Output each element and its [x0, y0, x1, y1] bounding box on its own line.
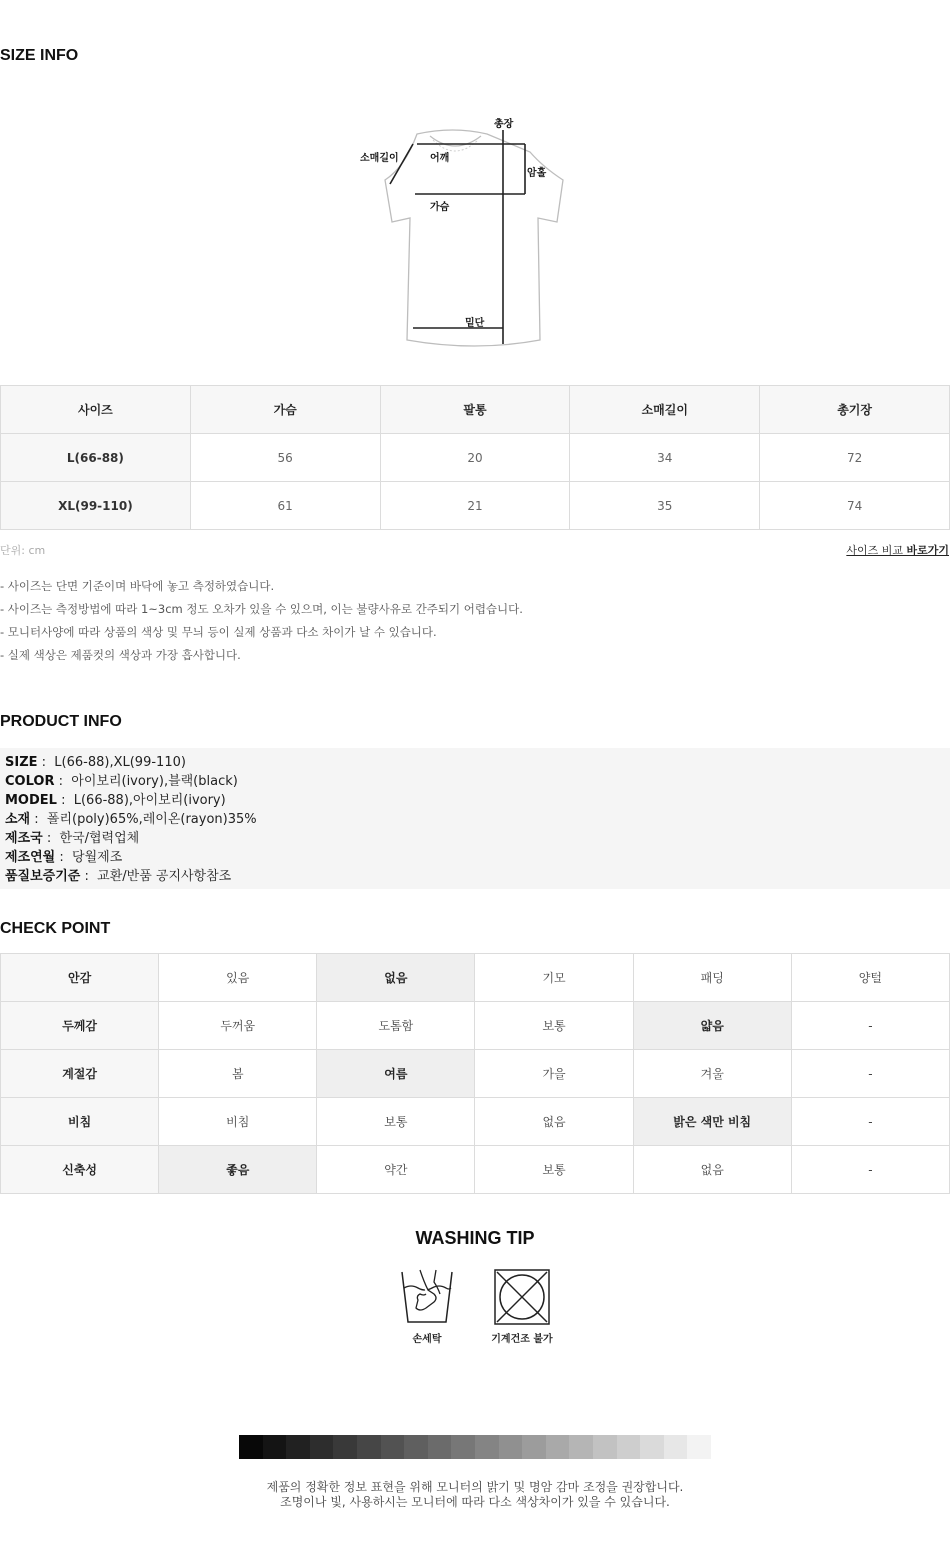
compare-prefix: 사이즈 비교	[846, 544, 903, 557]
check-option-selected: 얇음	[633, 1002, 791, 1050]
size-table-header: 소매길이	[570, 386, 760, 434]
check-row-label: 계절감	[1, 1050, 159, 1098]
product-info-box	[0, 748, 950, 889]
hand-wash-icon	[398, 1268, 456, 1328]
product-info-row: COLOR : 아이보리(ivory),블랙(black)	[5, 774, 238, 789]
gray-swatch	[451, 1435, 475, 1459]
check-option: 봄	[159, 1050, 317, 1098]
product-info-value: 한국/협력업체	[59, 831, 140, 846]
size-table-header: 총기장	[760, 386, 950, 434]
check-row-label: 비침	[1, 1098, 159, 1146]
gray-swatch	[617, 1435, 641, 1459]
check-option: 두꺼움	[159, 1002, 317, 1050]
check-option: 보통	[475, 1002, 633, 1050]
product-info-value: L(66-88),XL(99-110)	[54, 755, 186, 770]
gray-swatch	[522, 1435, 546, 1459]
size-table	[0, 385, 950, 530]
gray-swatch	[286, 1435, 310, 1459]
product-info-row: 제조국 : 한국/협력업체	[5, 831, 140, 846]
check-option: 약간	[317, 1146, 475, 1194]
hand-wash-label: 손세탁	[412, 1334, 442, 1345]
label-total-length: 총장	[494, 119, 514, 130]
product-info-row: 제조연월 : 당월제조	[5, 850, 123, 865]
label-armhole: 암홀	[527, 168, 547, 179]
size-table-header: 가슴	[190, 386, 380, 434]
size-cell: 56	[190, 434, 380, 482]
check-option: 기모	[475, 954, 633, 1002]
product-info-value: 폴리(poly)65%,레이온(rayon)35%	[46, 812, 257, 827]
check-option: -	[791, 1146, 949, 1194]
gray-swatch	[664, 1435, 688, 1459]
size-label: L(66-88)	[1, 434, 191, 482]
size-cell: 72	[760, 434, 950, 482]
size-cell: 21	[380, 482, 570, 530]
gray-swatch	[263, 1435, 287, 1459]
size-compare-link[interactable]	[846, 542, 949, 558]
check-option: 패딩	[633, 954, 791, 1002]
tshirt-size-diagram	[355, 112, 570, 357]
gray-swatch	[499, 1435, 523, 1459]
label-chest: 가슴	[430, 202, 450, 213]
washing-tip-title: WASHING TIP	[415, 1228, 535, 1248]
product-info-key: SIZE	[5, 755, 38, 770]
check-option: 가을	[475, 1050, 633, 1098]
footer-line: 제품의 정확한 정보 표현을 위해 모니터의 밝기 및 명암 감마 조정을 권장합니다.	[266, 1480, 684, 1494]
product-info-row: SIZE : L(66-88),XL(99-110)	[5, 755, 186, 770]
note-line: - 모니터사양에 따라 상품의 색상 및 무늬 등이 실제 상품과 다소 차이가 날 수 있습니다.	[0, 625, 437, 639]
check-option: 없음	[475, 1098, 633, 1146]
check-option: 도톰함	[317, 1002, 475, 1050]
footer-notice	[0, 1480, 950, 1510]
label-hem: 밑단	[465, 318, 485, 329]
table-row	[1, 482, 950, 530]
gray-swatch	[239, 1435, 263, 1459]
check-option-selected: 좋음	[159, 1146, 317, 1194]
product-info-row: MODEL : L(66-88),아이보리(ivory)	[5, 793, 226, 808]
gray-swatch	[428, 1435, 452, 1459]
note-line: - 사이즈는 측정방법에 따라 1~3cm 정도 오차가 있을 수 있으며, 이는 불량사유로 간주되기 어렵습니다.	[0, 602, 523, 616]
check-option: -	[791, 1002, 949, 1050]
check-option-selected: 여름	[317, 1050, 475, 1098]
table-row	[1, 1002, 950, 1050]
product-info-row: 소재 : 폴리(poly)65%,레이온(rayon)35%	[5, 812, 257, 827]
product-info-key: COLOR	[5, 774, 55, 789]
product-info-value: 당월제조	[72, 850, 123, 865]
gray-swatch	[475, 1435, 499, 1459]
table-row	[1, 954, 950, 1002]
size-info-title: SIZE INFO	[0, 47, 79, 64]
product-info-key: MODEL	[5, 793, 57, 808]
size-table-header-row	[1, 386, 950, 434]
gray-swatch	[546, 1435, 570, 1459]
product-info-key: 제조연월	[5, 850, 56, 865]
product-info-key: 소재	[5, 812, 31, 827]
check-point-title: CHECK POINT	[0, 920, 111, 937]
gray-swatch	[333, 1435, 357, 1459]
no-tumble-dry-label: 기계건조 불가	[491, 1334, 553, 1345]
size-cell: 74	[760, 482, 950, 530]
size-notes	[0, 575, 523, 667]
check-point-table	[0, 953, 950, 1194]
check-row-label: 신축성	[1, 1146, 159, 1194]
check-option-selected: 없음	[317, 954, 475, 1002]
check-row-label: 두께감	[1, 1002, 159, 1050]
label-shoulder: 어깨	[430, 153, 450, 164]
note-line: - 실제 색상은 제품컷의 색상과 가장 흡사합니다.	[0, 648, 241, 662]
check-row-label: 안감	[1, 954, 159, 1002]
label-sleeve-length: 소매길이	[360, 153, 399, 164]
table-row	[1, 434, 950, 482]
check-option: 없음	[633, 1146, 791, 1194]
check-option: 있음	[159, 954, 317, 1002]
gray-swatch	[404, 1435, 428, 1459]
check-option: 보통	[317, 1098, 475, 1146]
note-line: - 사이즈는 단면 기준이며 바닥에 놓고 측정하였습니다.	[0, 579, 275, 593]
check-option: 겨울	[633, 1050, 791, 1098]
size-cell: 35	[570, 482, 760, 530]
gray-swatch	[310, 1435, 334, 1459]
size-table-header: 팔통	[380, 386, 570, 434]
check-option: -	[791, 1050, 949, 1098]
product-info-value: 아이보리(ivory),블랙(black)	[71, 774, 238, 789]
size-cell: 61	[190, 482, 380, 530]
product-info-value: 교환/반품 공지사항참조	[97, 869, 232, 884]
check-option: 보통	[475, 1146, 633, 1194]
table-row	[1, 1050, 950, 1098]
table-row	[1, 1146, 950, 1194]
product-info-title: PRODUCT INFO	[0, 713, 122, 730]
unit-label: 단위: cm	[0, 544, 46, 557]
check-option: 비침	[159, 1098, 317, 1146]
gray-swatch	[381, 1435, 405, 1459]
gray-swatch	[687, 1435, 711, 1459]
no-tumble-dry-icon	[493, 1268, 551, 1326]
size-table-header: 사이즈	[1, 386, 191, 434]
table-row	[1, 1098, 950, 1146]
gray-swatch	[593, 1435, 617, 1459]
gray-swatch	[357, 1435, 381, 1459]
size-cell: 20	[380, 434, 570, 482]
size-label: XL(99-110)	[1, 482, 191, 530]
check-option: -	[791, 1098, 949, 1146]
product-info-key: 품질보증기준	[5, 869, 81, 884]
gray-swatch	[569, 1435, 593, 1459]
gray-swatch	[640, 1435, 664, 1459]
compare-link-text: 바로가기	[906, 544, 949, 557]
size-cell: 34	[570, 434, 760, 482]
product-info-row: 품질보증기준 : 교환/반품 공지사항참조	[5, 869, 232, 884]
product-info-value: L(66-88),아이보리(ivory)	[73, 793, 226, 808]
grayscale-calibration-bar	[239, 1435, 711, 1459]
check-option: 양털	[791, 954, 949, 1002]
check-option-selected: 밝은 색만 비침	[633, 1098, 791, 1146]
product-info-key: 제조국	[5, 831, 43, 846]
footer-line: 조명이나 빛, 사용하시는 모니터에 따라 다소 색상차이가 있을 수 있습니다.	[280, 1495, 670, 1509]
